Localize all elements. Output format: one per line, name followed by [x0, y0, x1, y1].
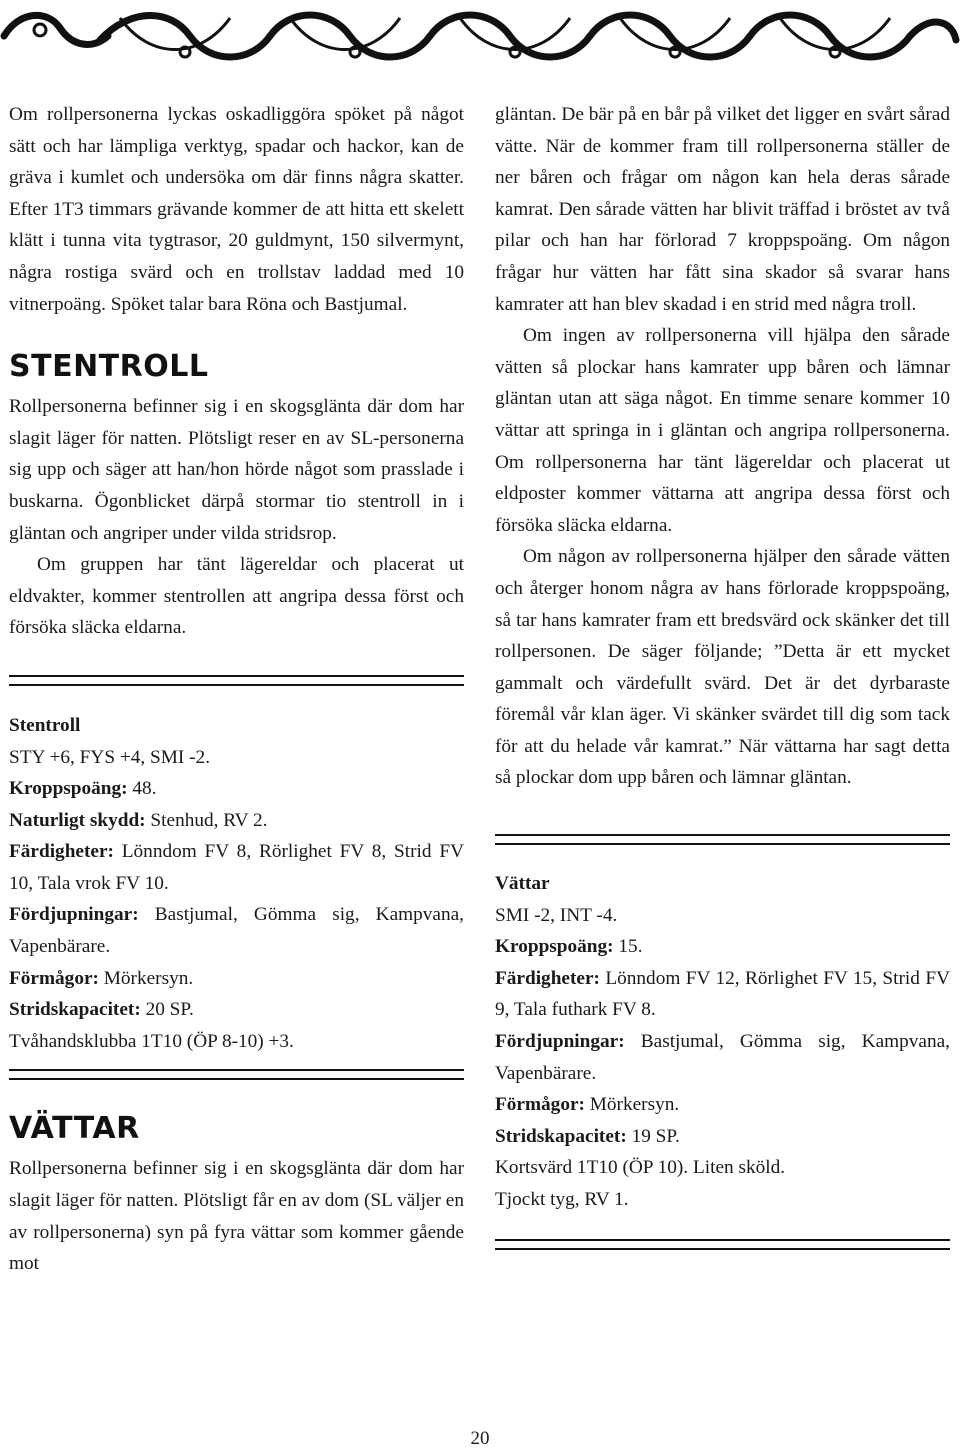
stat-stridskapacitet: Stridskapacitet: 19 SP.: [495, 1125, 680, 1147]
stat-kroppspoang: Kroppspoäng: 48.: [9, 778, 157, 800]
stat-armor: Tjockt tyg, RV 1.: [495, 1189, 629, 1210]
vattar-paragraph-2: gläntan. De bär på en bår på vilket det ligger en svårt sårad vätte. När de kommer fram till rollpersonerna ställer de ner båren och frågar om någon kan hela deras sårade kamrat. Den sårade vätten har blivit träffad i bröstet av två pilar och han har förlorad 7 kroppspoäng. Om någon frågar hur vätten har fått sina skador så svarar hans kamrater att han blev skadad i en strid med några troll.: [495, 104, 950, 315]
double-rule-divider: [9, 1069, 464, 1080]
left-column: [9, 99, 464, 1280]
stat-fardigheter: Färdigheter: Lönndom FV 8, Rörlighet FV 8, Strid FV 10, Tala vrok FV 10.: [9, 841, 464, 894]
stat-block-name: Vättar: [495, 873, 550, 895]
stat-stridskapacitet: Stridskapacitet: 20 SP.: [9, 999, 194, 1021]
stentroll-stat-block: [9, 710, 464, 1058]
stat-fardigheter: Färdigheter: Lönndom FV 12, Rörlighet FV 15, Strid FV 9, Tala futhark FV 8.: [495, 967, 950, 1021]
page-number: 20: [470, 1428, 490, 1449]
banner-dragon-head: [4, 15, 108, 44]
double-rule-divider: [495, 834, 950, 845]
banner-knot-1: [100, 15, 270, 57]
stentroll-paragraph-1: Rollpersonerna befinner sig i en skogsglänta där dom har slagit läger för natten. Plötsligt reser en av SL-personerna sig upp och säger att han/hon hörde något som prasslade i buskarna. Ögonblicket därpå stormar tio stentroll in i gläntan och angriper under vilda stridsrop.: [9, 396, 464, 544]
stat-weapon: Tvåhandsklubba 1T10 (ÖP 8-10) +3.: [9, 1030, 294, 1052]
knotwork-banner: [0, 0, 960, 74]
stat-fordjupningar: Fördjupningar: Bastjumal, Gömma sig, Kampvana, Vapenbärare.: [9, 904, 464, 958]
stat-attributes: SMI -2, INT -4.: [495, 904, 618, 926]
stat-fordjupningar: Fördjupningar: Bastjumal, Gömma sig, Kampvana, Vapenbärare.: [495, 1031, 950, 1084]
stat-kroppspoang: Kroppspoäng: 15.: [495, 936, 643, 958]
vattar-stat-block: [495, 868, 950, 1216]
double-rule-divider: [495, 1239, 950, 1250]
right-column: [495, 99, 950, 1250]
stat-attributes: STY +6, FYS +4, SMI -2.: [9, 746, 211, 768]
double-rule-divider: [9, 675, 464, 686]
vattar-paragraph-1: Rollpersonerna befinner sig i en skogsglänta där dom har slagit läger för natten. Plötsligt får en av dom (SL väljer en av rollpersonerna) syn på fyra vättar som kommer gående mot: [9, 1158, 464, 1275]
stentroll-paragraph-2: Om gruppen har tänt lägereldar och placerat ut eldvakter, kommer stentrollen att angripa dessa först och försöka släcka eldarna.: [9, 554, 464, 639]
stat-formagor: Förmågor: Mörkersyn.: [495, 1094, 680, 1116]
banner-tail: [910, 22, 956, 40]
intro-paragraph: Om rollpersonerna lyckas oskadliggöra spöket på något sätt och har lämpliga verktyg, spadar och hackor, kan de gräva i kumlet och undersöka om där finns några skatter. Efter 1T3 timmars grävande kommer de att hitta ett skelett klätt i tunna vita tygtrasor, 20 guldmynt, 150 silvermynt, några rostiga svärd och en trollstav laddad med 10 vitnerpoäng. Spöket talar bara Röna och Bastjumal.: [9, 104, 464, 315]
section-heading-vattar: VÄTTAR: [9, 1111, 140, 1147]
vattar-paragraph-3: Om ingen av rollpersonerna vill hjälpa den sårade vätten så plockar hans kamrater upp båren och lämnar gläntan utan att säga något. En timme senare kommer 10 vättar att springa in i gläntan och angripa rollpersonerna. Om rollpersonerna har tänt lägereldar och placerat ut eldposter kommer vättarna att angripa dessa först och försöka släcka eldarna.: [495, 325, 950, 536]
stat-naturligt-skydd: Naturligt skydd: Stenhud, RV 2.: [9, 809, 268, 831]
stat-weapon: Kortsvärd 1T10 (ÖP 10). Liten sköld.: [495, 1157, 786, 1179]
stat-block-name: Stentroll: [9, 714, 81, 736]
vattar-paragraph-4: Om någon av rollpersonerna hjälper den sårade vätten och återger honom några av hans förlorade kroppspoäng, så tar hans kamrater fram ett bredsvärd ock skänker det till rollpersonen. De säger följande; ”Detta är ett mycket gammalt och värdefullt svärd. Det är det dyrbaraste föremål vår klan äger. Vi skänker svärdet till dig som tack för att du helade vår kamrat.” När vättarna har sagt detta så plockar dom upp båren och lämnar gläntan.: [495, 546, 950, 789]
stat-formagor: Förmågor: Mörkersyn.: [9, 967, 194, 989]
section-heading-stentroll: STENTROLL: [9, 349, 209, 385]
